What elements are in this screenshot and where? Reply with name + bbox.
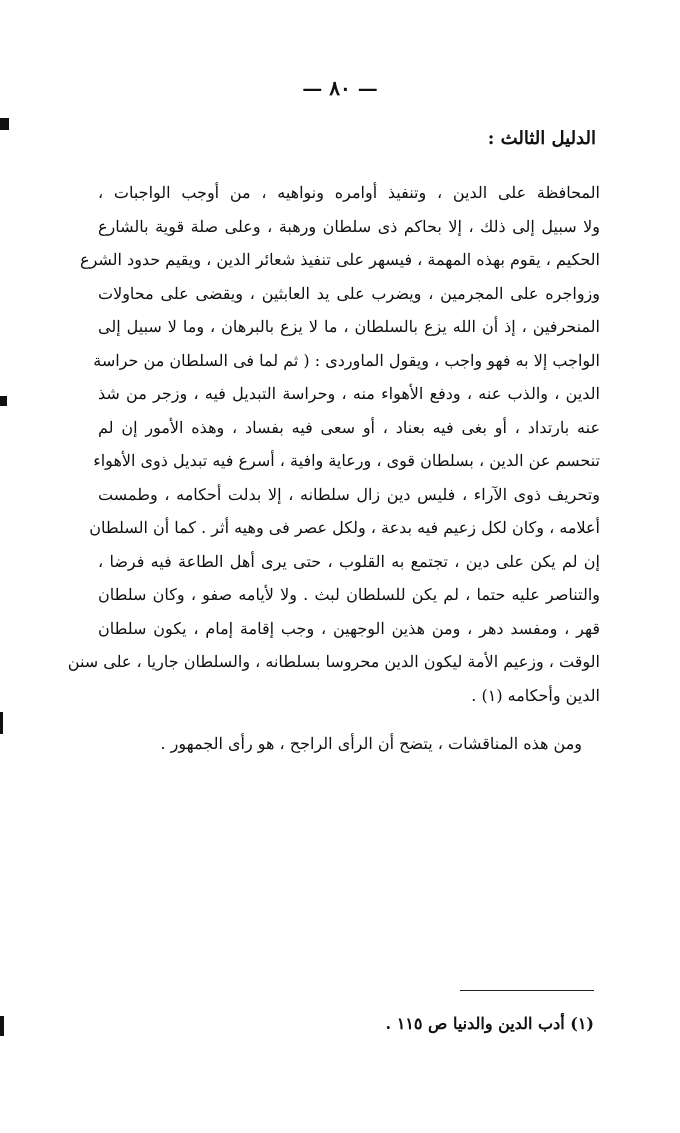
text-line: الدين ، والذب عنه ، ودفع الأهواء منه ، وحراسة التبديل فيه ، وزجر من شذ [98, 384, 600, 403]
text-line: الحكيم ، يقوم بهذه المهمة ، فيسهر على تنفيذ شعائر الدين ، ويقيم حدود الشرع [80, 250, 600, 269]
text-line: والتناصر عليه حتما ، لم يكن للسلطان لبث . ولا لأيامه صفو ، وكان سلطان [98, 585, 601, 604]
section-heading: الدليل الثالث : [487, 128, 596, 149]
text-line: تنحسم عن الدين ، بسلطان قوى ، ورعاية وافية ، أسرع فيه تبديل ذوى الأهواء [93, 451, 600, 470]
scan-mark [0, 712, 3, 734]
text-line: المنحرفين ، إذ أن الله يزع بالسلطان ، ما لا يزع بالبرهان ، وما لا سبيل إلى [98, 317, 600, 336]
text-line: عنه بارتداد ، أو بغى فيه بعناد ، أو سعى فيه بفساد ، وهذه الأمور إن لم [98, 417, 600, 437]
text-line: المحافظة على الدين ، وتنفيذ أوامره ونواهيه ، من أوجب الواجبات ، [98, 183, 600, 202]
page-number: — ٨٠ — [302, 76, 378, 100]
conclusion-paragraph: ومن هذه المناقشات ، يتضح أن الرأى الراجح ، هو رأى الجمهور . [160, 734, 582, 753]
text-line: الدين وأحكامه (١) . [471, 685, 600, 705]
text-line: وزواجره على المجرمين ، ويضرب على يد العابثين ، ويقضى على محاولات [98, 283, 600, 303]
text-line: قهر ، ومفسد دهر ، ومن هذين الوجهين ، وجب إقامة إمام ، يكون سلطان [98, 618, 600, 638]
scan-mark [0, 396, 7, 406]
text-line: ولا سبيل إلى ذلك ، إلا بحاكم ذى سلطان ورهبة ، وعلى صلة قوية بالشارع [98, 216, 600, 236]
text-line: الوقت ، وزعيم الأمة ليكون الدين محروسا بسلطانه ، والسلطان جاريا ، على سنن [67, 652, 600, 671]
scan-mark [0, 1016, 4, 1036]
text-line: الواجب إلا به فهو واجب ، ويقول الماوردى : ( ثم لما فى السلطان من حراسة [93, 350, 600, 370]
text-line: وتحريف ذوى الآراء ، فليس دين زال سلطانه ، إلا بدلت أحكامه ، وطمست [98, 484, 600, 504]
footnote-divider [460, 990, 594, 991]
footnote: (١) أدب الدين والدنيا ص ١١٥ . [385, 1014, 594, 1033]
text-line: أعلامه ، وكان لكل زعيم فيه بدعة ، ولكل عصر فى وهيه أثر . كما أن السلطان [89, 518, 600, 537]
text-line: إن لم يكن على دين ، تجتمع به القلوب ، حتى يرى أهل الطاعة فيه فرضا ، [98, 551, 600, 571]
scan-mark [0, 118, 9, 130]
body-paragraph [67, 176, 601, 712]
